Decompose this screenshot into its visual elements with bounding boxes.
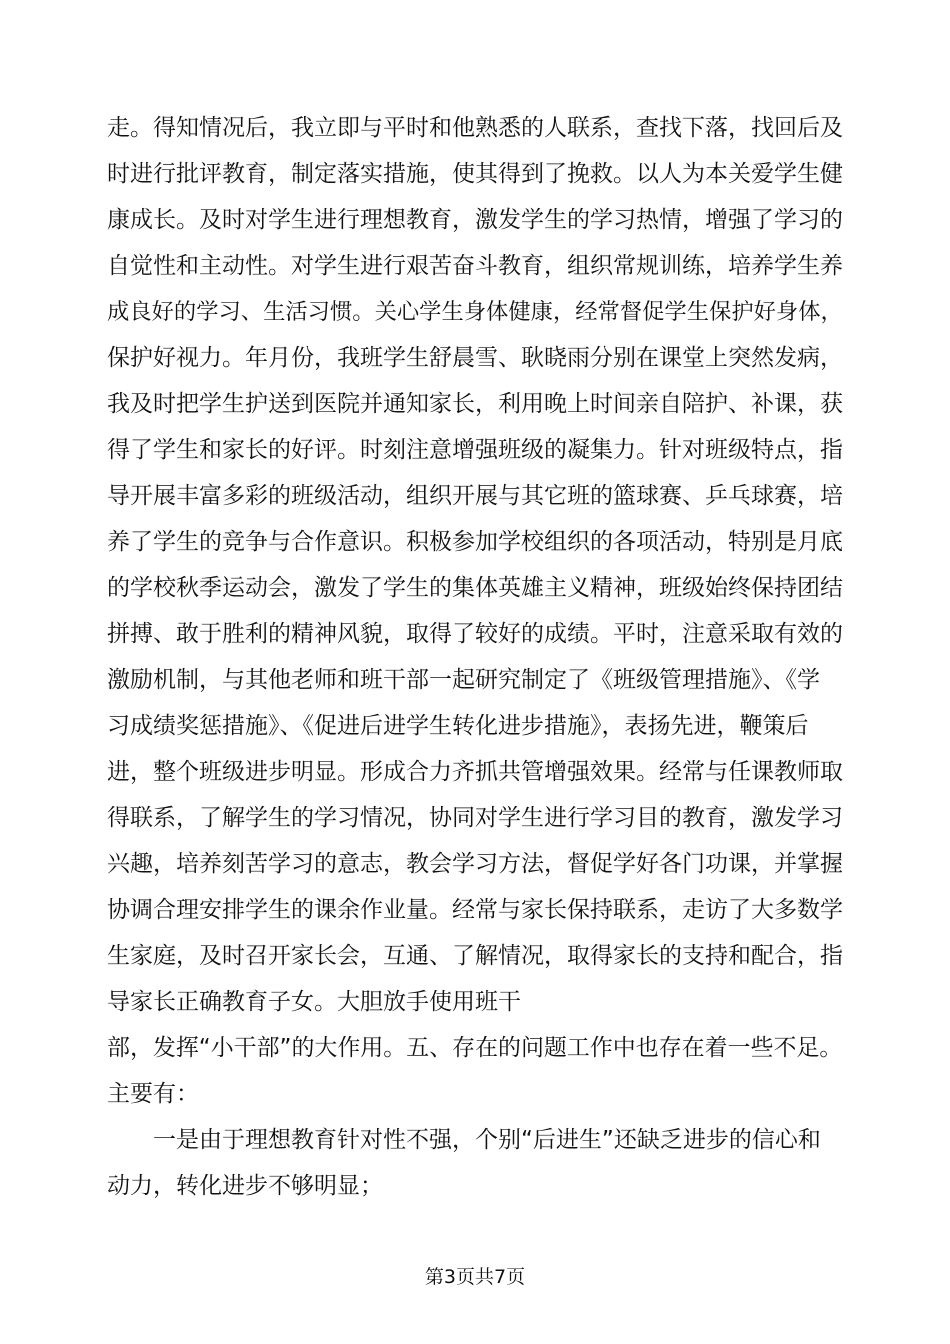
text-line: 养了学生的竞争与合作意识。积极参加学校组织的各项活动，特别是月底 <box>107 529 843 555</box>
text-line: 主要有： <box>107 1081 199 1107</box>
page-number-footer: 第3页共7页 <box>424 1266 526 1288</box>
text-line: 走。得知情况后，我立即与平时和他熟悉的人联系，查找下落，找回后及 <box>107 115 843 141</box>
text-line: 习成绩奖惩措施》、《促进后进学生转化进步措施》，表扬先进，鞭策后 <box>107 713 809 739</box>
text-line: 的学校秋季运动会，激发了学生的集体英雄主义精神，班级始终保持团结 <box>107 575 843 601</box>
text-line: 得了学生和家长的好评。时刻注意增强班级的凝集力。针对班级特点，指 <box>107 437 843 463</box>
text-line: 导家长正确教育子女。大胆放手使用班干 <box>107 989 521 1015</box>
text-line: 部，发挥“小干部”的大作用。五、存在的问题工作中也存在着一些不足。 <box>107 1035 843 1061</box>
text-line: 生家庭，及时召开家长会，互通、了解情况，取得家长的支持和配合，指 <box>107 943 843 969</box>
text-line: 得联系，了解学生的学习情况，协同对学生进行学习目的教育，激发学习 <box>107 805 843 831</box>
text-line: 协调合理安排学生的课余作业量。经常与家长保持联系，走访了大多数学 <box>107 897 843 923</box>
text-line: 导开展丰富多彩的班级活动，组织开展与其它班的篮球赛、乒乓球赛，培 <box>107 483 843 509</box>
text-line: 自觉性和主动性。对学生进行艰苦奋斗教育，组织常规训练，培养学生养 <box>107 253 843 279</box>
text-line: 进，整个班级进步明显。形成合力齐抓共管增强效果。经常与任课教师取 <box>107 759 843 785</box>
paragraph-first-line: 一是由于理想教育针对性不强，个别“后进生”还缺乏进步的信心和 <box>153 1127 821 1153</box>
text-line: 拼搏、敢于胜利的精神风貌，取得了较好的成绩。平时，注意采取有效的 <box>107 621 843 647</box>
text-line: 兴趣，培养刻苦学习的意志，教会学习方法，督促学好各门功课，并掌握 <box>107 851 843 877</box>
text-line: 成良好的学习、生活习惯。关心学生身体健康，经常督促学生保护好身体， <box>107 299 843 325</box>
text-line: 动力，转化进步不够明显； <box>107 1173 383 1199</box>
text-line: 保护好视力。年月份，我班学生舒晨雪、耿晓雨分别在课堂上突然发病， <box>107 345 843 371</box>
text-line: 时进行批评教育，制定落实措施，使其得到了挽救。以人为本关爱学生健 <box>107 161 843 187</box>
text-line: 激励机制，与其他老师和班干部一起研究制定了《班级管理措施》、《学 <box>107 667 820 693</box>
text-line: 康成长。及时对学生进行理想教育，激发学生的学习热情，增强了学习的 <box>107 207 843 233</box>
text-line: 我及时把学生护送到医院并通知家长，利用晚上时间亲自陪护、补课，获 <box>107 391 843 417</box>
